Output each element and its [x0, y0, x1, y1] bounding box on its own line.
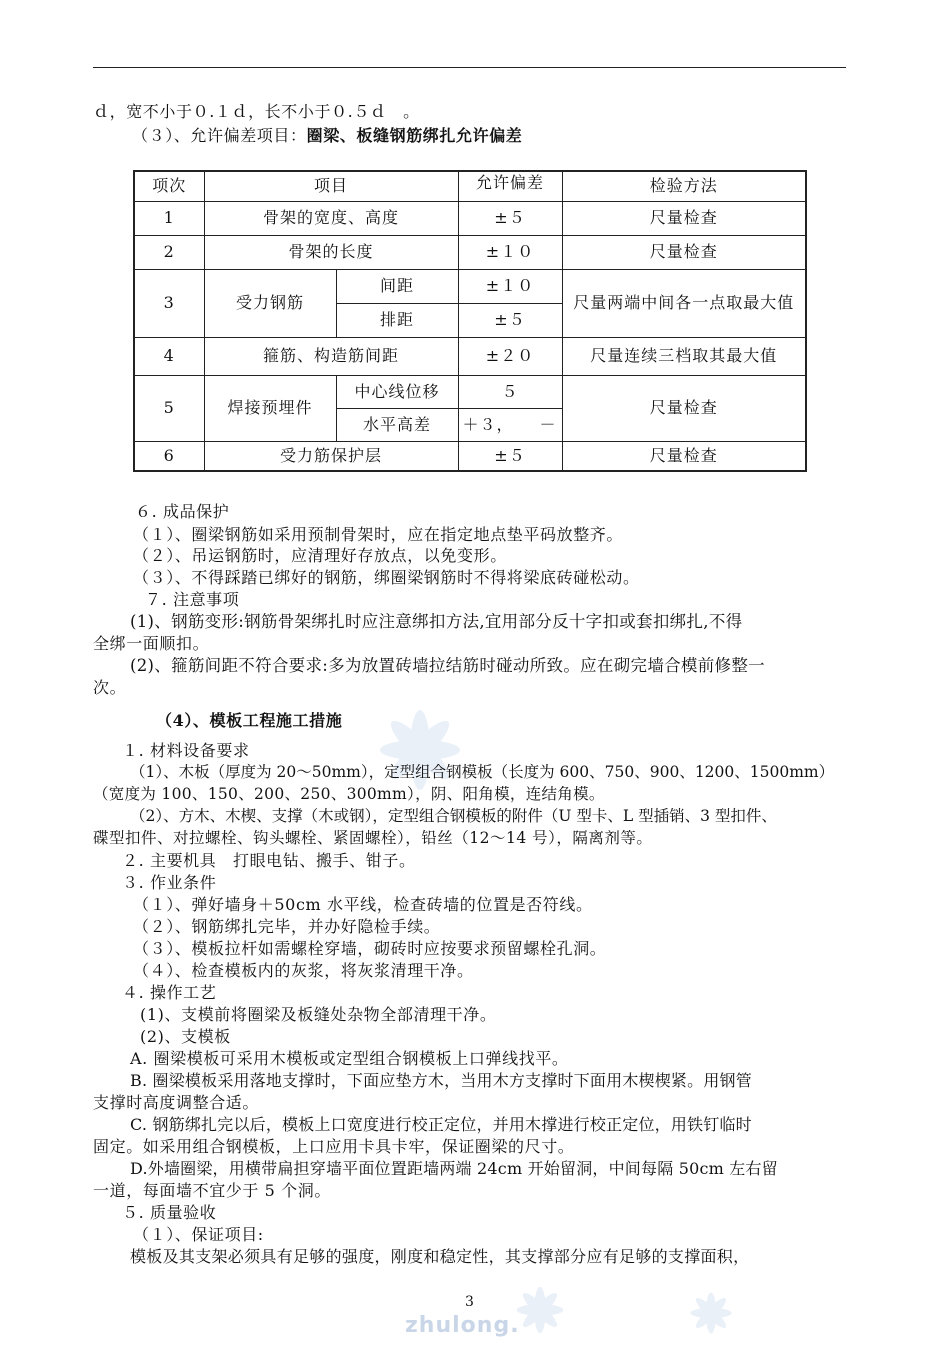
paragraph-line: (2)、箍筋间距不符合要求:多为放置砖墙拉结筋时碰动所致。应在砌完墙合模前修整一 — [130, 656, 765, 675]
paragraph-line: (1)、支模前将圈梁及板缝处杂物全部清理干净。 — [140, 1005, 497, 1024]
row2-item: 骨架的长度 — [204, 235, 458, 269]
header-item: 项目 — [204, 171, 458, 201]
paragraph-line: （３）、不得踩踏已绑好的钢筋，绑圈梁钢筋时不得将梁底砖碰松动。 — [133, 568, 640, 587]
paragraph-line: D.外墙圈梁，用横带扁担穿墙平面位置距墙两端 24cm 开始留洞，中间每隔 50cm 左右留 — [130, 1159, 778, 1178]
paragraph-line: 全绑一面顺扣。 — [93, 634, 210, 653]
top-text: ｄ，宽不小于０.１ｄ，长不小于０.５ｄ 。 — [93, 102, 420, 121]
row5-no: 5 — [134, 375, 204, 441]
tolerance-table — [133, 170, 807, 472]
row5-tol1: ５ — [458, 375, 562, 408]
subsection-heading: ５. 质量验收 — [122, 1203, 217, 1222]
header-no: 项次 — [134, 171, 204, 201]
row3-tol1: ±１０ — [458, 269, 562, 303]
table-header-row — [134, 171, 806, 201]
paragraph-line: （１）、圈梁钢筋如采用预制骨架时，应在指定地点垫平码放整齐。 — [133, 525, 624, 544]
row4-item: 箍筋、构造筋间距 — [204, 337, 458, 375]
row3-sub1: 间距 — [336, 269, 458, 303]
header-rule — [93, 67, 846, 68]
subsection-heading: ３. 作业条件 — [122, 873, 217, 892]
table-row — [134, 269, 806, 303]
paragraph-line: 一道，每面墙不宜少于 5 个洞。 — [93, 1181, 331, 1200]
row4-method: 尺量连续三档取其最大值 — [562, 337, 806, 375]
paragraph-line: (1)、钢筋变形:钢筋骨架绑扎时应注意绑扣方法,宜用部分反十字扣或套扣绑扎,不得 — [130, 612, 743, 631]
section-3-prefix: （３）、允许偏差项目： — [132, 126, 307, 145]
paragraph-line: C. 钢筋绑扎完以后，模板上口宽度进行校正定位，并用木撑进行校正定位，用铁钉临时 — [130, 1115, 752, 1134]
table-row — [134, 375, 806, 408]
paragraph-line: 支撑时高度调整合适。 — [93, 1093, 260, 1112]
row3-no: 3 — [134, 269, 204, 337]
paragraph-line: 固定。如采用组合钢模板，上口应用卡具卡牢，保证圈梁的尺寸。 — [93, 1137, 575, 1156]
section-4-heading: （4）、模板工程施工措施 — [156, 711, 343, 730]
paragraph-line: （1）、木板（厚度为 20～50mm），定型组合钢模板（长度为 600、750、900、1200、1500mm） — [130, 763, 835, 781]
subsection-heading: １. 材料设备要求 — [122, 741, 250, 760]
row6-method: 尺量检查 — [562, 441, 806, 471]
row5-item: 焊接预埋件 — [204, 375, 336, 441]
row5-sub2: 水平高差 — [336, 408, 458, 441]
row2-no: 2 — [134, 235, 204, 269]
paragraph-line: （３）、模板拉杆如需螺栓穿墙，砌砖时应按要求预留螺栓孔洞。 — [133, 939, 607, 958]
table-row — [134, 337, 806, 375]
row3-method: 尺量两端中间各一点取最大值 — [562, 269, 806, 337]
row2-method: 尺量检查 — [562, 235, 806, 269]
paragraph-line: （１）、弹好墙身＋50cm 水平线，检查砖墙的位置是否符线。 — [133, 895, 593, 914]
paragraph-line: （宽度为 100、150、200、250、300mm），阴、阳角模，连结角模。 — [93, 785, 605, 803]
row6-no: 6 — [134, 441, 204, 471]
watermark-flower-icon-3 — [680, 1282, 742, 1344]
header-tolerance: 允许偏差 — [458, 171, 562, 201]
row2-tol: ±１０ — [458, 235, 562, 269]
row5-sub1: 中心线位移 — [336, 375, 458, 408]
section-7-heading: ７. 注意事项 — [145, 590, 240, 609]
paragraph-line: （１）、保证项目: — [133, 1225, 264, 1244]
row3-sub2: 排距 — [336, 303, 458, 337]
section-3-title: 圈梁、板缝钢筋绑扎允许偏差 — [306, 126, 523, 145]
row1-item: 骨架的宽度、高度 — [204, 201, 458, 235]
row1-method: 尺量检查 — [562, 201, 806, 235]
table-row — [134, 235, 806, 269]
row6-item: 受力筋保护层 — [204, 441, 458, 471]
section-3-heading — [132, 125, 522, 146]
subsection-heading: ４. 操作工艺 — [122, 983, 217, 1002]
table-row — [134, 441, 806, 471]
row5-tol2: ＋３， － — [458, 408, 562, 441]
row1-no: 1 — [134, 201, 204, 235]
paragraph-line: （２）、吊运钢筋时，应清理好存放点，以免变形。 — [133, 546, 507, 565]
page-number: 3 — [465, 1294, 474, 1310]
paragraph-line: (2)、支模板 — [140, 1027, 231, 1046]
paragraph-line: B. 圈梁模板采用落地支撑时，下面应垫方木，当用木方支撑时下面用木楔楔紧。用钢管 — [130, 1071, 752, 1090]
watermark-text: zhulong. — [405, 1313, 520, 1338]
header-method: 检验方法 — [562, 171, 806, 201]
paragraph-line: 次。 — [93, 678, 127, 697]
section-6-heading: ６. 成品保护 — [135, 502, 230, 521]
paragraph-line: 模板及其支架必须具有足够的强度，刚度和稳定性，其支撑部分应有足够的支撑面积， — [130, 1247, 750, 1266]
row3-tol2: ±５ — [458, 303, 562, 337]
paragraph-line: （４）、检查模板内的灰浆，将灰浆清理干净。 — [133, 961, 474, 980]
row4-no: 4 — [134, 337, 204, 375]
row6-tol: ±５ — [458, 441, 562, 471]
paragraph-line: 碟型扣件、对拉螺栓、钩头螺栓、紧固螺栓），铅丝（12～14 号），隔离剂等。 — [93, 829, 653, 847]
row5-method: 尺量检查 — [562, 375, 806, 441]
paragraph-line: （２）、钢筋绑扎完毕，并办好隐检手续。 — [133, 917, 441, 936]
paragraph-line: A. 圈梁模板可采用木模板或定型组合钢模板上口弹线找平。 — [130, 1049, 569, 1068]
row1-tol: ±５ — [458, 201, 562, 235]
paragraph-line: （2）、方木、木楔、支撑（木或钢），定型组合钢模板的附件（U 型卡、L 型插销、3 型扣件、 — [130, 807, 777, 825]
row3-item: 受力钢筋 — [204, 269, 336, 337]
table-row — [134, 201, 806, 235]
subsection-heading: ２. 主要机具 打眼电钻、搬手、钳子。 — [122, 851, 416, 870]
row4-tol: ±２０ — [458, 337, 562, 375]
